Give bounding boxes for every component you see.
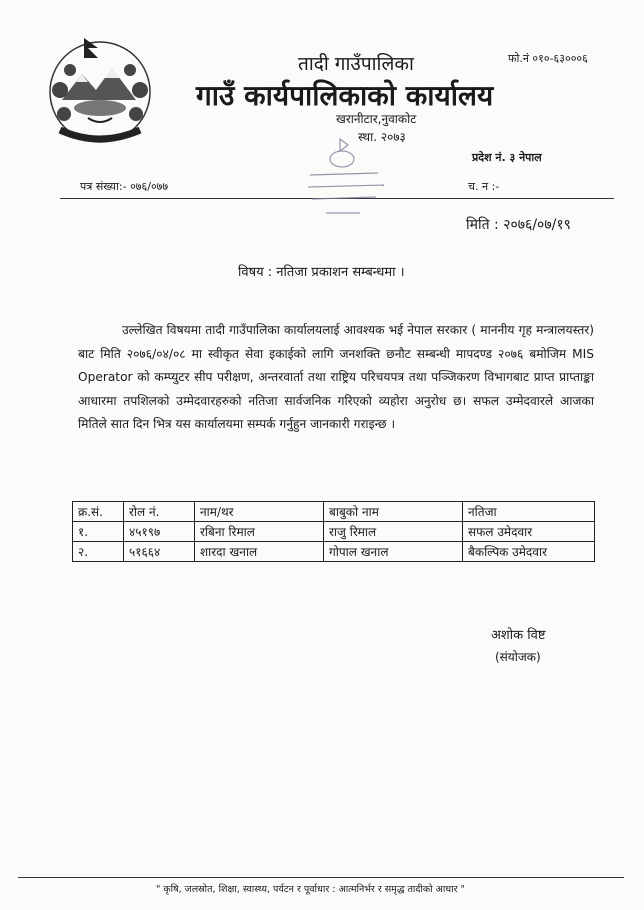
dispatch-number: च. न :- — [468, 180, 500, 193]
results-table — [72, 501, 595, 562]
header-cell-name: नाम/थर — [195, 502, 324, 522]
office-name: तादी गाउँपालिका — [298, 53, 414, 75]
letter-body — [78, 319, 594, 437]
signatory-name: अशोक विष्ट — [491, 628, 546, 643]
footer-divider — [18, 877, 624, 878]
table-row — [73, 542, 595, 562]
header-cell-sn: क्र.सं. — [73, 502, 124, 522]
cell-sn: २. — [73, 542, 124, 562]
province-label: प्रदेश नं. ३ नेपाल — [472, 151, 542, 164]
footer-slogan: " कृषि, जलस्रोत, शिक्षा, स्वास्थ्य, पर्यटन र पूर्वाधार : आत्मनिर्भर र समृद्ध तादीको आधार " — [156, 884, 465, 895]
established-year: स्था. २०७३ — [358, 130, 406, 144]
letter-subject: विषय : नतिजा प्रकाशन सम्बन्धमा । — [238, 265, 405, 280]
cell-name: शारदा खनाल — [195, 542, 324, 562]
phone-number: फो.नं ०१०-६३०००६ — [508, 52, 588, 65]
body-paragraph: उल्लेखित विषयमा तादी गाउँपालिका कार्यालयलाई आवश्यक भई नेपाल सरकार ( माननीय गृह मन्त्रालयस्तर) बाट मिति २०७६/०४/०८ मा स्वीकृत सेवा इकाईको लागि जनशक्ति छनौट सम्बन्धी मापदण्ड २०७६ बमोजिम MIS Operator को कम्प्युटर सीप परीक्षण, अन्तरवार्ता तथा राष्ट्रिय परिचयपत्र तथा पञ्जिकरण विभागबाट प्राप्त प्राप्ताङ्का आधारमा तपशिलको उम्मेदवारहरुको नतिजा सार्वजनिक गरिएको व्यहोरा अनुरोध छ। सफल उम्मेदवारले आजका मितिले सात दिन भित्र यस कार्यालयमा सम्पर्क गर्नुहुन जानकारी गराइन्छ । — [78, 323, 594, 431]
cell-sn: १. — [73, 522, 124, 542]
letter-number: पत्र संख्या:- ०७६/०७७ — [80, 180, 169, 193]
nepal-emblem-icon — [40, 30, 160, 150]
office-stamp-icon — [290, 135, 400, 230]
header-cell-roll: रोल नं. — [124, 502, 195, 522]
signatory-title: (संयोजक) — [495, 650, 541, 664]
office-title: गाउँ कार्यपालिकाको कार्यालय — [196, 79, 494, 112]
cell-result: बैकल्पिक उमेदवार — [463, 542, 595, 562]
cell-father: गोपाल खनाल — [324, 542, 463, 562]
cell-father: राजु रिमाल — [324, 522, 463, 542]
letter-date: मिति : २०७६/०७/१९ — [466, 217, 571, 233]
table-row — [73, 522, 595, 542]
cell-name: रबिना रिमाल — [195, 522, 324, 542]
table-header-row — [73, 502, 595, 522]
cell-roll: ५१६६४ — [124, 542, 195, 562]
header-cell-result: नतिजा — [463, 502, 595, 522]
office-address: खरानीटार,नुवाकोट — [336, 112, 417, 126]
cell-result: सफल उमेदवार — [463, 522, 595, 542]
header-cell-father: बाबुको नाम — [324, 502, 463, 522]
cell-roll: ४५१९७ — [124, 522, 195, 542]
